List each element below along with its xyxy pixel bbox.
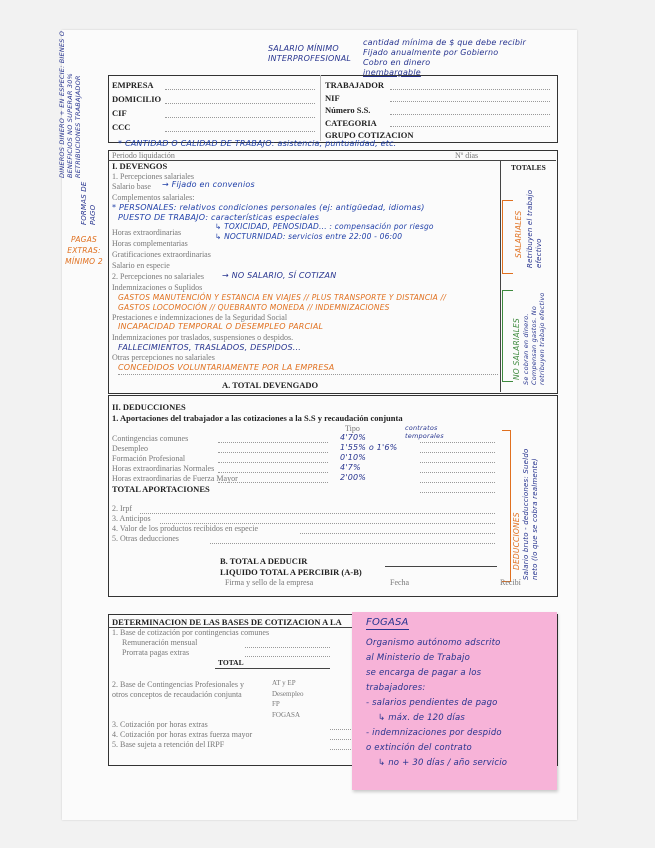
gastos-note: GASTOS MANUTENCIÓN Y ESTANCIA EN VIAJES // PLUS TRANSPORTE Y DISTANCIA //	[118, 293, 447, 302]
tipo-label: Tipo	[345, 424, 360, 433]
bases-item2-cols	[272, 678, 304, 720]
bracket-deducciones	[502, 430, 511, 582]
devengos-title: I. DEVENGOS	[112, 161, 168, 171]
fogasa-line: - salarios pendientes de pago	[366, 698, 498, 708]
fecha-label: Fecha	[390, 578, 410, 587]
deduccion-row-label: Desempleo	[112, 444, 148, 453]
other-deductions	[112, 504, 258, 544]
bases-item: Remuneración mensual	[122, 638, 198, 647]
fallecimientos-note: FALLECIMIENTOS, TRASLADOS, DESPIDOS...	[118, 343, 301, 352]
contratos-note: contratos temporales	[405, 424, 444, 440]
dias-label: Nº días	[455, 151, 479, 160]
bases-col: FOGASA	[272, 710, 301, 719]
bases-title: DETERMINACION DE LAS BASES DE COTIZACION A LA	[112, 617, 342, 627]
deduccion-row-tipo: 1'55% o 1'6%	[340, 443, 398, 452]
other-deduction: 4. Valor de los productos recibidos en especie	[112, 524, 259, 533]
worker-label: GRUPO COTIZACION	[325, 130, 414, 140]
side-salariales-note: Retribuyen el trabajo efectivo	[526, 189, 543, 268]
gratificaciones-label: Gratificaciones extraordinarias	[112, 250, 211, 259]
complementos-label: Complementos salariales:	[112, 193, 195, 202]
smi-line: cantidad mínima de $ que debe recibir	[363, 38, 527, 47]
smi-line: Cobro en dinero	[363, 58, 431, 67]
fogasa-line: - indemnizaciones por despido	[366, 728, 502, 738]
bases-total: TOTAL	[218, 658, 244, 667]
bases-item2-line: 2. Base de Contingencias Profesionales y	[112, 680, 244, 689]
fogasa-line: o extinción del contrato	[366, 743, 472, 753]
deduccion-row-tipo: 4'7%	[340, 463, 361, 472]
nocturnidad-note: ↳ NOCTURNIDAD: servicios entre 22:00 - 06:00	[215, 232, 403, 241]
deduccion-row-line	[218, 482, 328, 483]
puesto-note: PUESTO DE TRABAJO: características especiales	[118, 213, 320, 222]
fogasa-line: se encarga de pagar a los	[366, 668, 482, 678]
worker-label: TRABAJADOR	[325, 80, 385, 90]
salario-base-label: Salario base	[112, 182, 151, 191]
horas-comp-label: Horas complementarias	[112, 239, 188, 248]
bases-rest-line: 4. Cotización por horas extras fuerza mayor	[112, 730, 253, 739]
incapacidad-note: INCAPACIDAD TEMPORAL O DESEMPLEO PARCIAL	[118, 322, 324, 331]
bases-item2	[112, 680, 244, 700]
otras-label: Otras percepciones no salariales	[112, 353, 215, 362]
side-no-salariales-note: Se cobran en dinero. Compensan gastos. No retribuyen trabajo efectivo	[522, 292, 546, 385]
smi-notes	[363, 38, 526, 78]
total-deducir: B. TOTAL A DEDUCIR	[220, 556, 308, 566]
horas-extra-label: Horas extraordinarias	[112, 228, 182, 237]
deduccion-row-tipo: 2'00%	[340, 473, 367, 482]
bases-rest-line: 5. Base sujeta a retención del IRPF	[112, 740, 225, 749]
company-label: CCC	[112, 122, 131, 132]
firma-label: Firma y sello de la empresa	[225, 578, 314, 587]
cantidad-note: * CANTIDAD O CALIDAD DE TRABAJO: asistencia, puntualidad, etc.	[118, 139, 397, 148]
deduccion-row-total-line	[420, 462, 495, 463]
side-salariales: SALARIALES	[514, 210, 523, 258]
fogasa-title: FOGASA	[366, 617, 409, 628]
side-note-pagas-extras: PAGAS EXTRAS: MÍNIMO 2	[65, 235, 103, 266]
fogasa-line: al Ministerio de Trabajo	[366, 653, 470, 663]
side-note-formas-pago: FORMAS DE PAGO	[80, 181, 97, 225]
deduccion-row-line	[218, 442, 328, 443]
quebranto-note: GASTOS LOCOMOCIÓN // QUEBRANTO MONEDA // INDEMNIZACIONES	[118, 303, 390, 312]
deduccion-row-label: Horas extraordinarias de Fuerza Mayor	[112, 474, 238, 483]
recibi-label: Recibí	[500, 578, 521, 587]
fogasa-line: trabajadores:	[366, 683, 426, 693]
side-note-especie: DINEROS DINERO + EN ESPECIE: BIENES O BENEFICIOS NO SUPERAR 30% RETRIBUCIONES TRABAJADOR	[58, 30, 82, 178]
indemnizaciones-label: Indemnizaciones o Suplidos	[112, 283, 203, 292]
bases-items	[112, 628, 269, 658]
salario-especie-label: Salario en especie	[112, 261, 170, 270]
other-deduction: 3. Anticipos	[112, 514, 151, 523]
nocturnidad-text: NOCTURNIDAD: servicios entre 22:00 - 06:00	[224, 232, 403, 241]
deducciones-title: II. DEDUCCIONES	[112, 402, 186, 412]
deduccion-row-line	[218, 462, 328, 463]
worker-label: NIF	[325, 92, 340, 103]
deduccion-row-total-line	[420, 442, 495, 443]
company-label: CIF	[112, 108, 127, 118]
bracket-salariales	[502, 200, 513, 274]
bases-item: 1. Base de cotización por contingencias comunes	[112, 628, 270, 637]
salario-base-note: → Fijado en convenios	[162, 180, 255, 189]
deduccion-row-tipo: 0'10%	[340, 453, 367, 462]
fogasa-line: ↳ máx. de 120 días	[378, 713, 465, 723]
toxicidad-note: ↳ TOXICIDAD, PENOSIDAD... : compensación por riesgo	[215, 222, 434, 231]
personales-note: * PERSONALES: relativos condiciones personales (ej: antigüedad, idiomas)	[112, 203, 425, 212]
periodo-label: Periodo liquidación	[112, 151, 175, 160]
company-label: DOMICILIO	[112, 94, 162, 104]
other-deduction: 2. Irpf	[112, 504, 132, 513]
traslados-label: Indemnizaciones por traslados, suspensiones o despidos.	[112, 333, 294, 342]
total-aportaciones: TOTAL APORTACIONES	[112, 484, 210, 494]
bases-item: Prorrata pagas extras	[122, 648, 190, 657]
company-label: EMPRESA	[112, 80, 154, 90]
concedidos-note: CONCEDIDOS VOLUNTARIAMENTE POR LA EMPRESA	[118, 363, 335, 372]
deduccion-row-label: Contingencias comunes	[112, 434, 189, 443]
side-no-salariales: NO SALARIALES	[512, 318, 521, 380]
percepciones-label: 1. Percepciones salariales	[112, 172, 194, 181]
bases-col: AT y EP	[272, 679, 296, 687]
bases-item2-line: otros conceptos de recaudación conjunta	[112, 690, 242, 699]
salario-base-note-text: Fijado en convenios	[171, 180, 255, 189]
deduccion-row-total-line	[420, 482, 495, 483]
worker-label: CATEGORIA	[325, 117, 377, 128]
smi-line: Fijado anualmente por Gobierno	[363, 48, 499, 57]
side-deducciones-note: Salario bruto - deducciones: Sueldo neto (lo que se cobra realmente)	[522, 448, 539, 580]
deduccion-row-label: Formación Profesional	[112, 454, 186, 463]
bases-col: Desempleo	[272, 689, 304, 698]
other-deduction: 5. Otras deducciones	[112, 534, 179, 543]
deduccion-row-line	[218, 472, 328, 473]
total-devengado: A. TOTAL DEVENGADO	[222, 380, 319, 390]
bases-rest	[112, 720, 252, 750]
smi-line: inembargable	[363, 68, 421, 77]
deduccion-row-total-line	[420, 452, 495, 453]
deducciones-subtitle: 1. Aportaciones del trabajador a las cotizaciones a la S.S y recaudación conjunta	[112, 413, 403, 423]
company-labels	[112, 78, 161, 134]
fogasa-line: ↳ no + 30 días / año servicio	[378, 758, 508, 768]
smi-label-text: SALARIO MÍNIMO INTERPROFESIONAL	[268, 44, 352, 63]
totales-label: TOTALES	[511, 163, 546, 172]
no-salariales-text: NO SALARIO, SÍ COTIZAN	[231, 271, 337, 280]
fogasa-sticky-note	[352, 612, 557, 790]
fogasa-lines	[366, 636, 507, 771]
deduccion-row-line	[218, 452, 328, 453]
bases-rest-line: 3. Cotización por horas extras	[112, 720, 208, 729]
side-deducciones: DEDUCCIONES	[512, 512, 521, 570]
no-salariales-label: 2. Percepciones no salariales	[112, 272, 204, 281]
smi-label	[268, 44, 363, 64]
toxicidad-text: TOXICIDAD, PENOSIDAD... : compensación por riesgo	[224, 222, 434, 231]
liquido-total: LIQUIDO TOTAL A PERCIBIR (A-B)	[220, 567, 362, 577]
bases-col: FP	[272, 700, 280, 708]
deduccion-row-total-line	[420, 472, 495, 473]
deduccion-row-tipo: 4'70%	[340, 433, 367, 442]
fogasa-line: Organismo autónomo adscrito	[366, 638, 501, 648]
prestaciones-label: Prestaciones e indemnizaciones de la Seguridad Social	[112, 313, 288, 322]
worker-label: Número S.S.	[325, 105, 371, 115]
no-salariales-note: → NO SALARIO, SÍ COTIZAN	[222, 271, 337, 280]
deduccion-row-label: Horas extraordinarias Normales	[112, 464, 215, 473]
